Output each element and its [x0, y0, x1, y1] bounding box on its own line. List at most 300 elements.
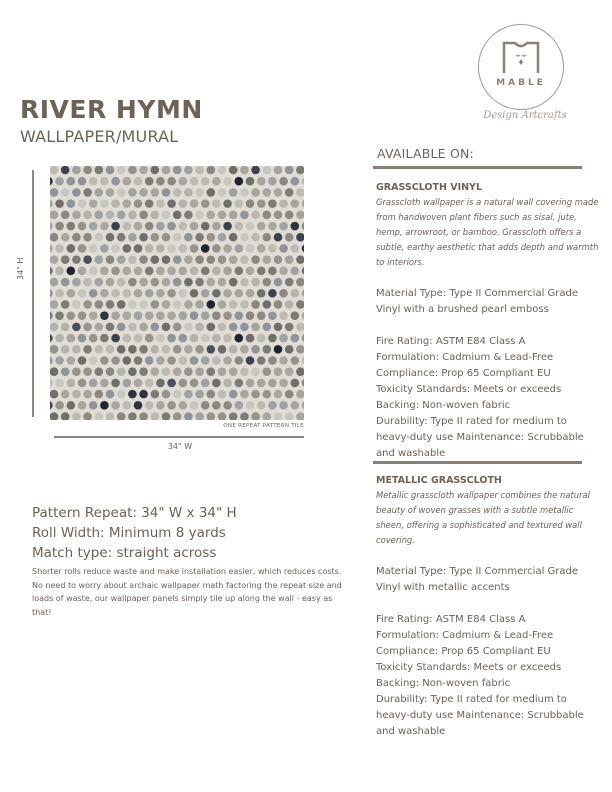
pattern-dot — [263, 255, 272, 264]
pattern-dot — [156, 401, 165, 410]
pattern-dot — [145, 289, 154, 298]
pattern-dot — [134, 222, 143, 231]
pattern-dot — [78, 177, 87, 186]
pattern-dot — [251, 166, 260, 174]
pattern-dot — [156, 177, 165, 186]
pattern-dot — [106, 233, 115, 242]
pattern-dot — [218, 233, 227, 242]
pattern-dot — [263, 412, 272, 420]
pattern-dot — [151, 278, 160, 287]
pattern-dot — [240, 390, 249, 399]
pattern-dot — [100, 267, 109, 276]
pattern-dot — [201, 222, 210, 231]
pattern-dot — [167, 356, 176, 365]
product-title: RIVER HYMN — [20, 95, 203, 124]
pattern-dot — [167, 267, 176, 276]
spec-match-type: Match type: straight across — [32, 545, 217, 561]
pattern-dot — [78, 334, 87, 343]
pattern-dot — [212, 244, 221, 253]
detail-toxicity: Toxicity Standards: Meets or exceeds — [376, 384, 562, 395]
pattern-dot — [212, 401, 221, 410]
pattern-dot — [162, 412, 171, 420]
pattern-dot — [257, 334, 266, 343]
pattern-dot — [246, 267, 255, 276]
pattern-dot — [128, 255, 137, 264]
pattern-dot — [117, 390, 126, 399]
pattern-dot — [139, 188, 148, 197]
detail-backing: Backing: Non-woven fabric — [376, 400, 511, 411]
pattern-dot — [184, 255, 193, 264]
pattern-dot — [223, 289, 232, 298]
pattern-dot — [240, 211, 249, 220]
pattern-dot — [212, 289, 221, 298]
pattern-dot — [207, 166, 216, 174]
pattern-dot — [151, 255, 160, 264]
pattern-dot — [302, 379, 304, 388]
pattern-dot — [139, 345, 148, 354]
pattern-dot — [201, 311, 210, 320]
pattern-dot — [274, 188, 283, 197]
pattern-dot — [285, 390, 294, 399]
pattern-dot — [240, 278, 249, 287]
pattern-dot — [229, 345, 238, 354]
pattern-dot — [223, 244, 232, 253]
pattern-dot — [50, 188, 58, 197]
pattern-dot — [134, 311, 143, 320]
pattern-dot — [212, 334, 221, 343]
pattern-dot — [128, 345, 137, 354]
pattern-dot — [156, 311, 165, 320]
pattern-tile-caption: ONE REPEAT PATTERN TILE — [223, 423, 304, 429]
pattern-dot — [72, 211, 81, 220]
pattern-dot — [78, 401, 87, 410]
pattern-dot — [212, 199, 221, 208]
pattern-dot — [263, 211, 272, 220]
section-title: GRASSCLOTH VINYL — [376, 182, 482, 193]
pattern-dot — [50, 412, 58, 420]
pattern-dot — [229, 211, 238, 220]
pattern-dot — [235, 401, 244, 410]
pattern-dot — [184, 367, 193, 376]
pattern-dot — [296, 345, 304, 354]
pattern-dot — [223, 401, 232, 410]
pattern-dot — [156, 356, 165, 365]
pattern-dot — [106, 300, 115, 309]
pattern-dot — [190, 379, 199, 388]
product-subtitle: WALLPAPER/MURAL — [20, 127, 179, 146]
pattern-dot — [285, 188, 294, 197]
pattern-dot — [139, 278, 148, 287]
brand-name: MABLE — [496, 78, 546, 88]
pattern-dot — [179, 222, 188, 231]
width-dimension-line — [54, 436, 304, 438]
pattern-dot — [207, 188, 216, 197]
brand-logo — [478, 24, 564, 110]
section-description: Grasscloth wallpaper is a natural wall covering made from handwoven plant fibers such as sisal, jute, hemp, arrowroot, or bamboo. Grasscloth offers a subtle, earthy aesthetic that adds depth and warmth to interiors. — [376, 197, 599, 267]
pattern-dot — [151, 211, 160, 220]
pattern-dot — [50, 177, 53, 186]
pattern-dot — [55, 267, 64, 276]
pattern-dot — [302, 334, 304, 343]
pattern-dot — [274, 278, 283, 287]
pattern-dot — [67, 401, 76, 410]
pattern-dot — [95, 188, 104, 197]
pattern-dot — [179, 199, 188, 208]
pattern-dot — [55, 379, 64, 388]
pattern-dot — [50, 267, 53, 276]
pattern-dot — [240, 323, 249, 332]
pattern-dot — [55, 311, 64, 320]
pattern-dot — [95, 211, 104, 220]
pattern-dot — [190, 177, 199, 186]
pattern-dot — [190, 199, 199, 208]
pattern-dot — [285, 255, 294, 264]
pattern-dot — [162, 367, 171, 376]
pattern-dot — [223, 334, 232, 343]
pattern-dot — [167, 222, 176, 231]
pattern-dot — [83, 390, 92, 399]
pattern-dot — [257, 379, 266, 388]
pattern-dot — [218, 412, 227, 420]
pattern-dot — [145, 244, 154, 253]
pattern-dot — [296, 233, 304, 242]
brand-tagline: Design Artcrafts — [483, 110, 567, 121]
pattern-dot — [78, 289, 87, 298]
pattern-dot — [83, 211, 92, 220]
pattern-dot — [207, 345, 216, 354]
pattern-dot — [50, 390, 58, 399]
pattern-dot — [128, 166, 137, 174]
pattern-dot — [268, 289, 277, 298]
pattern-dot — [111, 177, 120, 186]
pattern-dot — [151, 300, 160, 309]
pattern-dot — [246, 177, 255, 186]
pattern-dot — [291, 334, 300, 343]
pattern-dot — [274, 233, 283, 242]
pattern-dot — [179, 356, 188, 365]
pattern-dot — [72, 188, 81, 197]
pattern-dot — [291, 267, 300, 276]
section-metallic-grasscloth — [376, 474, 602, 740]
pattern-dot — [61, 211, 70, 220]
pattern-dot — [296, 412, 304, 420]
pattern-dot — [285, 233, 294, 242]
pattern-dot — [173, 300, 182, 309]
pattern-dot — [117, 166, 126, 174]
pattern-dot — [95, 323, 104, 332]
pattern-dot — [285, 300, 294, 309]
pattern-dot — [190, 401, 199, 410]
dot-pattern — [50, 166, 304, 420]
pattern-dot — [173, 345, 182, 354]
pattern-dot — [173, 412, 182, 420]
pattern-dot — [212, 311, 221, 320]
pattern-dot — [184, 233, 193, 242]
pattern-dot — [173, 323, 182, 332]
pattern-dot — [184, 345, 193, 354]
pattern-dot — [50, 367, 58, 376]
pattern-dot — [302, 177, 304, 186]
detail-formulation: Formulation: Cadmium & Lead-Free — [376, 352, 554, 363]
pattern-dot — [218, 278, 227, 287]
pattern-dot — [50, 166, 58, 174]
pattern-dot — [156, 334, 165, 343]
pattern-dot — [100, 177, 109, 186]
pattern-dot — [145, 267, 154, 276]
pattern-dot — [100, 334, 109, 343]
pattern-dot — [111, 356, 120, 365]
pattern-dot — [111, 199, 120, 208]
pattern-dot — [50, 334, 53, 343]
pattern-dot — [167, 199, 176, 208]
pattern-dot — [89, 356, 98, 365]
pattern-dot — [123, 379, 132, 388]
pattern-dot — [201, 267, 210, 276]
pattern-dot — [291, 222, 300, 231]
pattern-dot — [162, 345, 171, 354]
pattern-dot — [195, 188, 204, 197]
pattern-dot — [123, 177, 132, 186]
pattern-dot — [279, 222, 288, 231]
pattern-dot — [268, 311, 277, 320]
pattern-dot — [235, 222, 244, 231]
pattern-dot — [229, 323, 238, 332]
pattern-dot — [291, 379, 300, 388]
pattern-dot — [195, 323, 204, 332]
pattern-dot — [50, 379, 53, 388]
pattern-dot — [218, 367, 227, 376]
pattern-dot — [72, 345, 81, 354]
pattern-dot — [117, 323, 126, 332]
detail-durability: Durability: Type II rated for medium to heavy-duty use Maintenance: Scrubbable and washable — [376, 416, 584, 459]
pattern-dot — [296, 166, 304, 174]
pattern-dot — [123, 267, 132, 276]
pattern-dot — [291, 401, 300, 410]
pattern-dot — [285, 323, 294, 332]
pattern-dot — [201, 356, 210, 365]
pattern-dot — [50, 278, 58, 287]
pattern-dot — [195, 211, 204, 220]
pattern-dot — [145, 334, 154, 343]
pattern-dot — [274, 323, 283, 332]
pattern-dot — [246, 311, 255, 320]
pattern-dot — [111, 289, 120, 298]
pattern-dot — [240, 166, 249, 174]
pattern-dot — [156, 289, 165, 298]
pattern-dot — [95, 345, 104, 354]
pattern-dot — [257, 199, 266, 208]
pattern-dot — [67, 222, 76, 231]
pattern-dot — [50, 211, 58, 220]
pattern-dot — [156, 267, 165, 276]
pattern-dot — [235, 244, 244, 253]
pattern-dot — [139, 390, 148, 399]
pattern-dot — [251, 367, 260, 376]
pattern-dot — [218, 166, 227, 174]
pattern-dot — [235, 199, 244, 208]
pattern-dot — [268, 379, 277, 388]
pattern-dot — [201, 177, 210, 186]
pattern-dot — [173, 390, 182, 399]
pattern-dot — [123, 311, 132, 320]
pattern-dot — [106, 345, 115, 354]
pattern-dot — [218, 323, 227, 332]
pattern-dot — [173, 278, 182, 287]
pattern-dot — [72, 233, 81, 242]
pattern-dot — [139, 300, 148, 309]
detail-durability: Durability: Type II rated for medium to heavy-duty use Maintenance: Scrubbable and washable — [376, 694, 584, 737]
pattern-dot — [72, 278, 81, 287]
pattern-dot — [50, 356, 53, 365]
section-divider — [373, 166, 582, 169]
pattern-dot — [55, 244, 64, 253]
section-details — [376, 334, 602, 462]
pattern-dot — [235, 267, 244, 276]
pattern-dot — [190, 267, 199, 276]
pattern-dot — [123, 289, 132, 298]
pattern-dot — [218, 255, 227, 264]
section-title: METALLIC GRASSCLOTH — [376, 475, 502, 486]
pattern-dot — [162, 166, 171, 174]
pattern-dot — [179, 401, 188, 410]
pattern-dot — [279, 244, 288, 253]
pattern-dot — [134, 379, 143, 388]
pattern-dot — [106, 166, 115, 174]
pattern-dot — [67, 356, 76, 365]
pattern-dot — [184, 323, 193, 332]
pattern-dot — [212, 267, 221, 276]
pattern-dot — [207, 300, 216, 309]
pattern-dot — [235, 356, 244, 365]
pattern-dot — [223, 311, 232, 320]
pattern-dot — [67, 177, 76, 186]
pattern-dot — [235, 379, 244, 388]
pattern-dot — [167, 379, 176, 388]
logo-monogram-icon — [501, 39, 541, 75]
pattern-dot — [106, 255, 115, 264]
pattern-dot — [302, 289, 304, 298]
pattern-dot — [95, 300, 104, 309]
pattern-dot — [207, 367, 216, 376]
pattern-dot — [184, 211, 193, 220]
pattern-dot — [55, 356, 64, 365]
pattern-dot — [117, 300, 126, 309]
section-details — [376, 612, 602, 740]
section-divider — [373, 461, 582, 464]
pattern-dot — [78, 222, 87, 231]
pattern-dot — [61, 233, 70, 242]
pattern-dot — [296, 300, 304, 309]
pattern-dot — [296, 367, 304, 376]
pattern-dot — [184, 390, 193, 399]
pattern-dot — [179, 289, 188, 298]
pattern-dot — [173, 211, 182, 220]
pattern-dot — [162, 323, 171, 332]
pattern-dot — [55, 199, 64, 208]
pattern-dot — [61, 188, 70, 197]
pattern-dot — [89, 222, 98, 231]
pattern-dot — [83, 278, 92, 287]
pattern-dot — [139, 166, 148, 174]
detail-fire-rating: Fire Rating: ASTM E84 Class A — [376, 336, 526, 347]
detail-backing: Backing: Non-woven fabric — [376, 678, 511, 689]
pattern-dot — [251, 188, 260, 197]
pattern-dot — [223, 222, 232, 231]
pattern-dot — [279, 311, 288, 320]
pattern-dot — [207, 390, 216, 399]
pattern-dot — [167, 289, 176, 298]
pattern-dot — [246, 222, 255, 231]
pattern-dot — [67, 379, 76, 388]
pattern-dot — [274, 300, 283, 309]
pattern-dot — [218, 345, 227, 354]
pattern-dot — [296, 278, 304, 287]
pattern-dot — [111, 379, 120, 388]
pattern-dot — [268, 177, 277, 186]
pattern-dot — [263, 278, 272, 287]
pattern-dot — [128, 278, 137, 287]
pattern-dot — [279, 334, 288, 343]
height-label: 34" H — [16, 257, 25, 280]
pattern-dot — [274, 166, 283, 174]
pattern-dot — [229, 255, 238, 264]
pattern-dot — [274, 390, 283, 399]
pattern-dot — [257, 289, 266, 298]
pattern-dot — [207, 412, 216, 420]
pattern-dot — [263, 233, 272, 242]
pattern-dot — [89, 199, 98, 208]
pattern-dot — [128, 367, 137, 376]
pattern-dot — [61, 323, 70, 332]
pattern-dot — [67, 244, 76, 253]
pattern-dot — [257, 356, 266, 365]
pattern-dot — [151, 188, 160, 197]
pattern-dot — [100, 401, 109, 410]
pattern-dot — [212, 222, 221, 231]
pattern-dot — [246, 334, 255, 343]
pattern-dot — [251, 390, 260, 399]
pattern-dot — [285, 211, 294, 220]
pattern-dot — [184, 278, 193, 287]
pattern-dot — [95, 278, 104, 287]
pattern-dot — [296, 188, 304, 197]
pattern-dot — [246, 199, 255, 208]
pattern-dot — [100, 356, 109, 365]
pattern-dot — [190, 311, 199, 320]
pattern-dot — [95, 166, 104, 174]
pattern-dot — [78, 311, 87, 320]
pattern-dot — [279, 356, 288, 365]
pattern-dot — [100, 379, 109, 388]
spec-roll-width: Roll Width: Minimum 8 yards — [32, 525, 226, 541]
pattern-dot — [173, 367, 182, 376]
pattern-dot — [291, 244, 300, 253]
pattern-dot — [106, 278, 115, 287]
pattern-dot — [151, 412, 160, 420]
pattern-dot — [257, 177, 266, 186]
pattern-dot — [117, 412, 126, 420]
pattern-dot — [162, 211, 171, 220]
pattern-dot — [268, 334, 277, 343]
pattern-dot — [123, 222, 132, 231]
pattern-dot — [268, 267, 277, 276]
pattern-dot — [201, 401, 210, 410]
pattern-dot — [145, 177, 154, 186]
pattern-dot — [78, 267, 87, 276]
pattern-dot — [106, 412, 115, 420]
pattern-dot — [78, 379, 87, 388]
pattern-dot — [50, 289, 53, 298]
